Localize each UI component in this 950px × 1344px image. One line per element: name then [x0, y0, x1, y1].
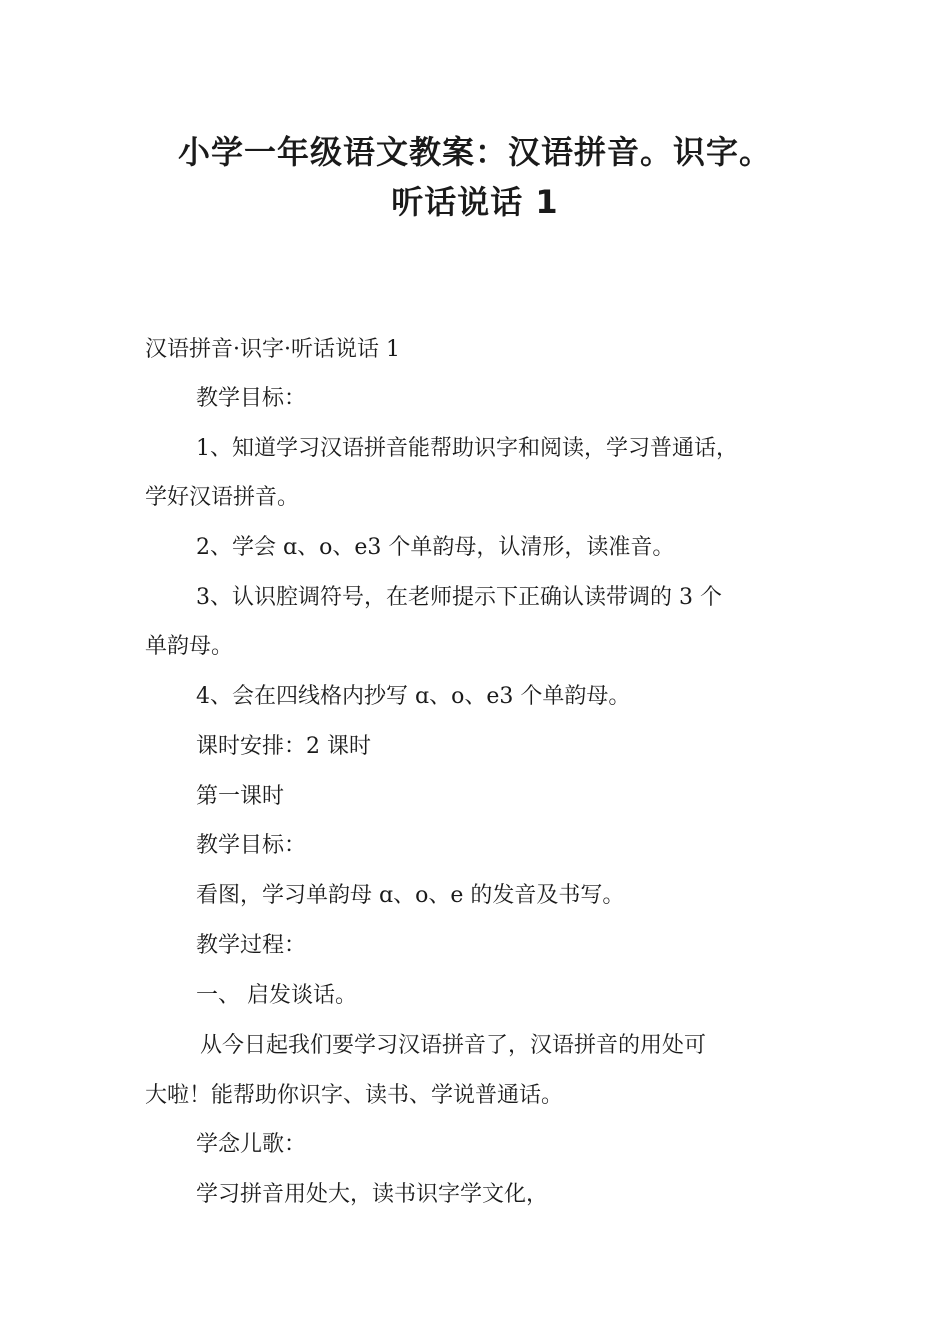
paragraph-intro-line-2: 大啦！能帮助你识字、读书、学说普通话。 — [145, 1083, 564, 1108]
paragraph-rhyme-line-1: 学习拼音用处大，读书识字学文化， — [196, 1182, 549, 1207]
paragraph-goal-3-line-1: 3、认识腔调符号，在老师提示下正确认读带调的 3 个 — [196, 585, 722, 610]
paragraph-goal-2: 2、学会 ɑ、o、e3 个单韵母，认清形，读准音。 — [196, 535, 675, 560]
paragraph-process-label: 教学过程： — [196, 933, 307, 958]
paragraph-schedule: 课时安排：2 课时 — [196, 734, 371, 759]
paragraph-first-lesson: 第一课时 — [196, 784, 285, 809]
paragraph-goal-4: 4、会在四线格内抄写 ɑ、o、e3 个单韵母。 — [196, 684, 631, 709]
paragraph-goal-1-line-1: 1、知道学习汉语拼音能帮助识字和阅读，学习普通话， — [196, 436, 738, 461]
paragraph-goal-3-line-2: 单韵母。 — [145, 634, 234, 659]
paragraph-goal-1-line-2: 学好汉语拼音。 — [145, 485, 300, 510]
section-heading: 汉语拼音·识字·听话说话 1 — [145, 337, 400, 362]
paragraph-teaching-goals-label-2: 教学目标： — [196, 833, 307, 858]
paragraph-rhyme-label: 学念儿歌： — [196, 1132, 307, 1157]
paragraph-teaching-goals-label: 教学目标： — [196, 386, 307, 411]
document-title-line-2: 听话说话 1 — [391, 183, 559, 221]
document-title-line-1: 小学一年级语文教案：汉语拼音。识字。 — [177, 133, 772, 171]
paragraph-intro-line-1: 从今日起我们要学习汉语拼音了，汉语拼音的用处可 — [200, 1033, 707, 1058]
paragraph-lesson-goal: 看图，学习单韵母 ɑ、o、e 的发音及书写。 — [196, 883, 625, 908]
paragraph-step-1: 一、 启发谈话。 — [196, 983, 357, 1008]
